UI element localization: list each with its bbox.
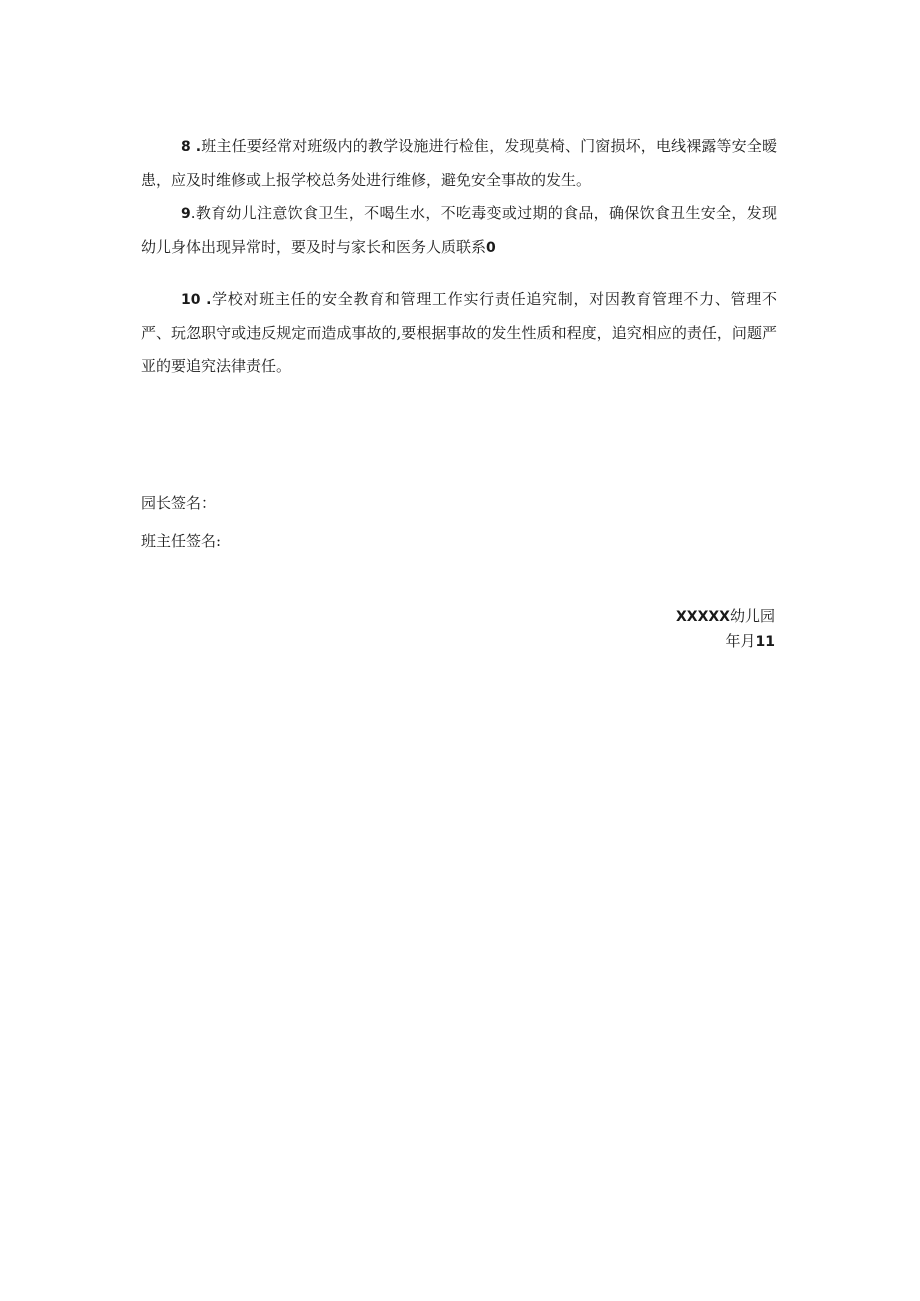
clause-9-text: 教育幼儿注意饮食卫生，不喝生水，不吃毒变或过期的食品，确保饮食丑生安全，发现幼儿身体出现异常时，要及时与家长和医务人质联系 <box>141 204 777 256</box>
director-signature-label: 园长签名： <box>141 494 217 512</box>
date-number: 11 <box>755 634 775 650</box>
organization-name <box>676 604 775 629</box>
clause-8-number: 8 <box>181 139 191 155</box>
clause-10-number: 10 <box>181 292 201 308</box>
clause-9-number: 9 <box>181 206 191 222</box>
teacher-signature-label: 班主任签名: <box>141 532 222 550</box>
organization-prefix: XXXXX <box>676 609 730 625</box>
clause-9-separator: . <box>190 204 196 222</box>
clause-8-text: 班主任要经常对班级内的教学设施进行检隹，发现莫椅、门窗损坏，电线裸露等安全暧患，应及时维修或上报学校总务处进行维修，避免安全事故的发生。 <box>141 137 777 189</box>
clause-9 <box>141 197 777 265</box>
clause-10 <box>141 283 777 383</box>
clause-10-separator: . <box>200 292 212 308</box>
document-date <box>676 629 775 654</box>
document-body <box>141 130 777 383</box>
document-footer <box>676 604 775 654</box>
clause-8 <box>141 130 777 197</box>
signature-block <box>141 484 221 560</box>
organization-suffix: 幼儿园 <box>729 607 775 625</box>
clause-10-text: 学校对班主任的安全教育和管理工作实行责任追究制，对因教育管理不力、管理不严、玩忽职守或违反规定而造成事故的,要根据事故的发生性质和程度，追究相应的责任，问题严亚的要追究法律责任。 <box>141 290 777 375</box>
clause-8-separator: . <box>190 139 202 155</box>
date-text: 年月 <box>725 632 756 650</box>
clause-9-trailing: 0 <box>486 240 496 256</box>
